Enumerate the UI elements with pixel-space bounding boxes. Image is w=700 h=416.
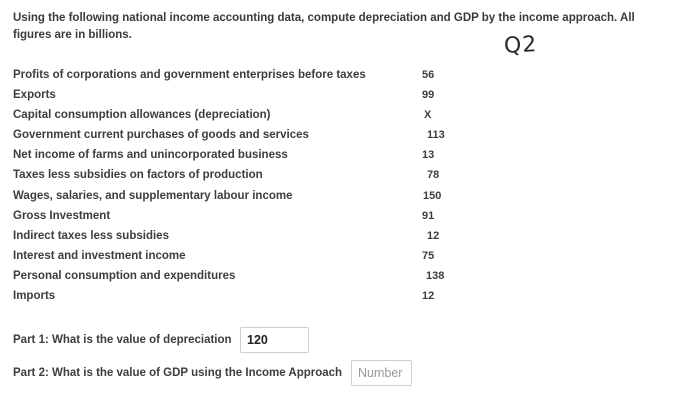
row-label: Net income of farms and unincorporated business (13, 149, 288, 162)
part2-question: Part 2: What is the value of GDP using the Income Approach (13, 367, 343, 379)
row-value: 91 (422, 209, 435, 222)
row-label: Indirect taxes less subsidies (13, 229, 169, 242)
row-value: 99 (422, 89, 435, 102)
table-row (13, 85, 493, 105)
table-row (13, 165, 493, 185)
table-row (13, 65, 493, 85)
row-label: Gross Investment (13, 209, 111, 222)
question-text: Using the following national income accounting data, compute depreciation and GDP by the income approach. All figures are in billions. (13, 12, 635, 41)
row-value: 12 (427, 229, 440, 242)
row-value: 12 (422, 290, 435, 303)
table-row (13, 246, 493, 266)
table-row (13, 226, 493, 246)
row-value: X (424, 109, 432, 122)
gdp-answer-input[interactable] (351, 360, 412, 386)
row-label: Taxes less subsidies on factors of production (13, 169, 263, 182)
row-label: Personal consumption and expenditures (13, 269, 236, 282)
row-label: Government current purchases of goods and services (13, 129, 309, 142)
row-value: 150 (423, 189, 442, 202)
row-label: Wages, salaries, and supplementary labour income (13, 189, 293, 202)
row-value: 113 (427, 129, 445, 142)
table-row (13, 105, 493, 125)
table-row (13, 266, 493, 286)
table-row (13, 125, 493, 145)
row-label: Profits of corporations and government enterprises before taxes (13, 69, 366, 81)
table-row (13, 286, 493, 306)
row-label: Exports (13, 89, 56, 102)
row-value: 138 (426, 269, 445, 282)
part1-question: Part 1: What is the value of depreciation (13, 334, 232, 346)
row-label: Capital consumption allowances (depreciation) (13, 109, 271, 122)
row-value: 13 (422, 149, 435, 162)
row-value: 75 (422, 249, 435, 262)
handwritten-note: Q2 (503, 32, 538, 59)
table-row (13, 145, 493, 165)
row-value: 56 (422, 69, 435, 81)
row-label: Imports (13, 290, 56, 303)
data-table (13, 65, 493, 306)
table-row (13, 186, 493, 206)
row-value: 78 (427, 169, 440, 182)
row-label: Interest and investment income (13, 249, 186, 262)
table-row (13, 206, 493, 226)
depreciation-answer-input[interactable] (240, 327, 309, 353)
